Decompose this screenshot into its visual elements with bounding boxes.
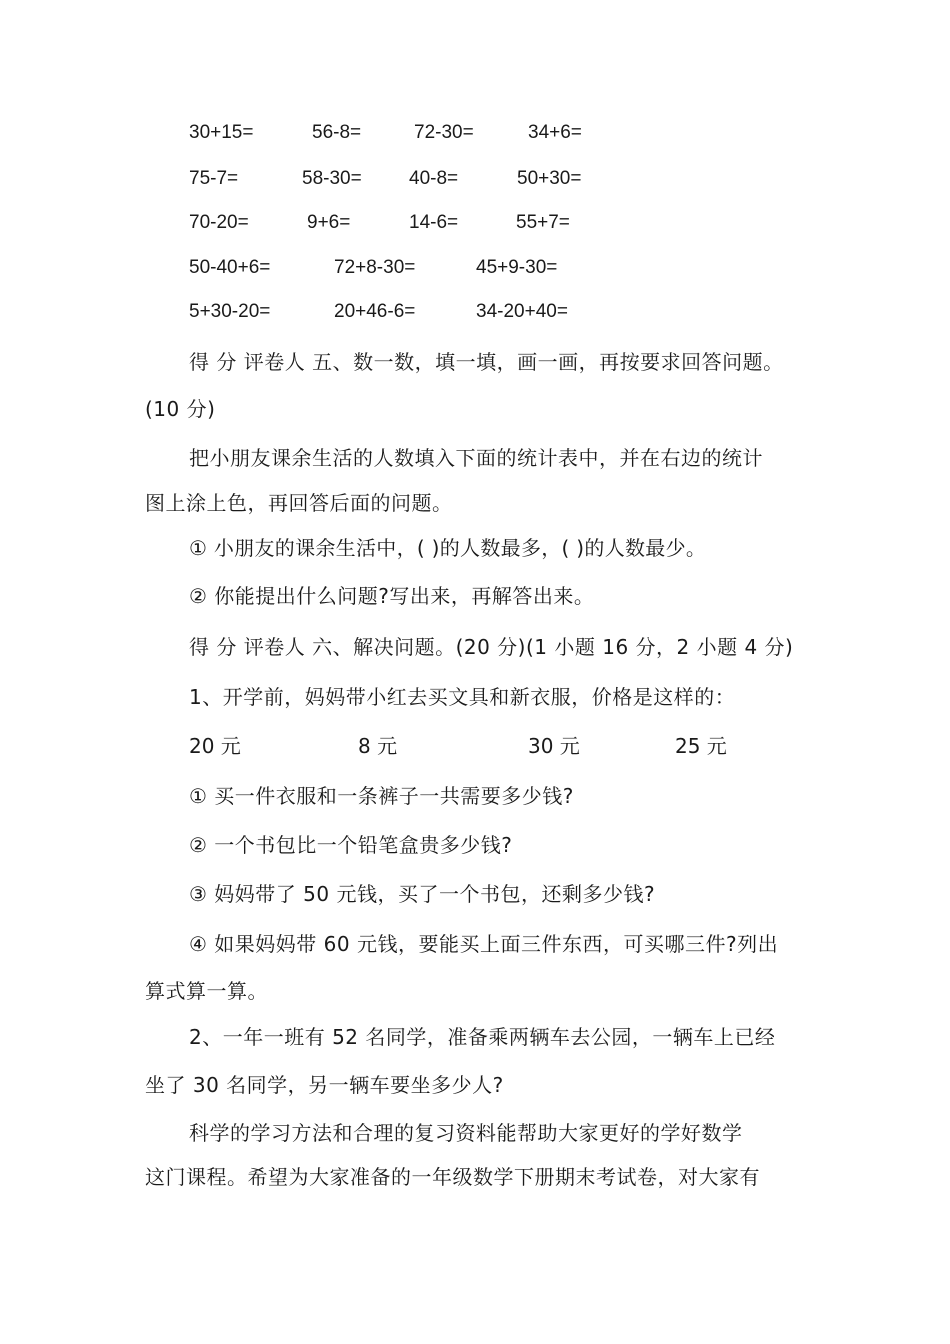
problem-one-question-1: ① 买一件衣服和一条裤子一共需要多少钱? — [189, 784, 574, 808]
arithmetic-row-5 — [0, 301, 950, 325]
problem-one-intro: 1、开学前，妈妈带小红去买文具和新衣服，价格是这样的： — [189, 685, 736, 709]
arithmetic-item: 40-8= — [409, 168, 459, 189]
arithmetic-item: 34+6= — [528, 122, 582, 143]
problem-one-question-2: ② 一个书包比一个铅笔盒贵多少钱? — [189, 833, 513, 857]
price-item: 20 元 — [189, 734, 241, 758]
arithmetic-item: 55+7= — [516, 212, 570, 233]
section-six-heading: 得 分 评卷人 六、解决问题。(20 分)(1 小题 16 分，2 小题 4 分) — [189, 635, 794, 659]
arithmetic-item: 72+8-30= — [334, 257, 416, 278]
section-five-question-1: ① 小朋友的课余生活中，( )的人数最多，( )的人数最少。 — [189, 536, 707, 560]
arithmetic-item: 45+9-30= — [476, 257, 558, 278]
closing-line-2: 这门课程。希望为大家准备的一年级数学下册期末考试卷，对大家有 — [145, 1165, 760, 1189]
section-five-intro-line-1: 把小朋友课余生活的人数填入下面的统计表中，并在右边的统计 — [189, 446, 763, 470]
arithmetic-item: 30+15= — [189, 122, 254, 143]
problem-two-line-1: 2、一年一班有 52 名同学，准备乘两辆车去公园，一辆车上已经 — [189, 1025, 776, 1049]
arithmetic-item: 58-30= — [302, 168, 362, 189]
arithmetic-item: 56-8= — [312, 122, 362, 143]
section-five-question-2: ② 你能提出什么问题?写出来，再解答出来。 — [189, 584, 595, 608]
arithmetic-item: 70-20= — [189, 212, 249, 233]
price-item: 25 元 — [675, 734, 727, 758]
price-item: 30 元 — [528, 734, 580, 758]
arithmetic-row-4 — [0, 257, 950, 281]
arithmetic-item: 34-20+40= — [476, 301, 568, 322]
arithmetic-item: 72-30= — [414, 122, 474, 143]
problem-two-line-2: 坐了 30 名同学，另一辆车要坐多少人? — [145, 1073, 504, 1097]
price-item: 8 元 — [358, 734, 398, 758]
arithmetic-item: 50+30= — [517, 168, 582, 189]
problem-one-question-4-line-2: 算式算一算。 — [145, 979, 268, 1003]
arithmetic-item: 5+30-20= — [189, 301, 271, 322]
arithmetic-item: 9+6= — [307, 212, 351, 233]
section-five-heading: 得 分 评卷人 五、数一数，填一填，画一画，再按要求回答问题。 — [189, 350, 784, 374]
closing-line-1: 科学的学习方法和合理的复习资料能帮助大家更好的学好数学 — [189, 1121, 743, 1145]
problem-one-question-3: ③ 妈妈带了 50 元钱，买了一个书包，还剩多少钱? — [189, 882, 656, 906]
arithmetic-row-2 — [0, 168, 950, 192]
price-list — [0, 730, 950, 758]
arithmetic-item: 20+46-6= — [334, 301, 416, 322]
arithmetic-item: 14-6= — [409, 212, 459, 233]
problem-one-question-4-line-1: ④ 如果妈妈带 60 元钱，要能买上面三件东西，可买哪三件?列出 — [189, 932, 779, 956]
section-five-score: (10 分) — [145, 397, 216, 421]
section-five-intro-line-2: 图上涂上色，再回答后面的问题。 — [145, 491, 453, 515]
arithmetic-item: 75-7= — [189, 168, 239, 189]
arithmetic-row-3 — [0, 212, 950, 236]
arithmetic-item: 50-40+6= — [189, 257, 271, 278]
arithmetic-row-1 — [0, 122, 950, 146]
